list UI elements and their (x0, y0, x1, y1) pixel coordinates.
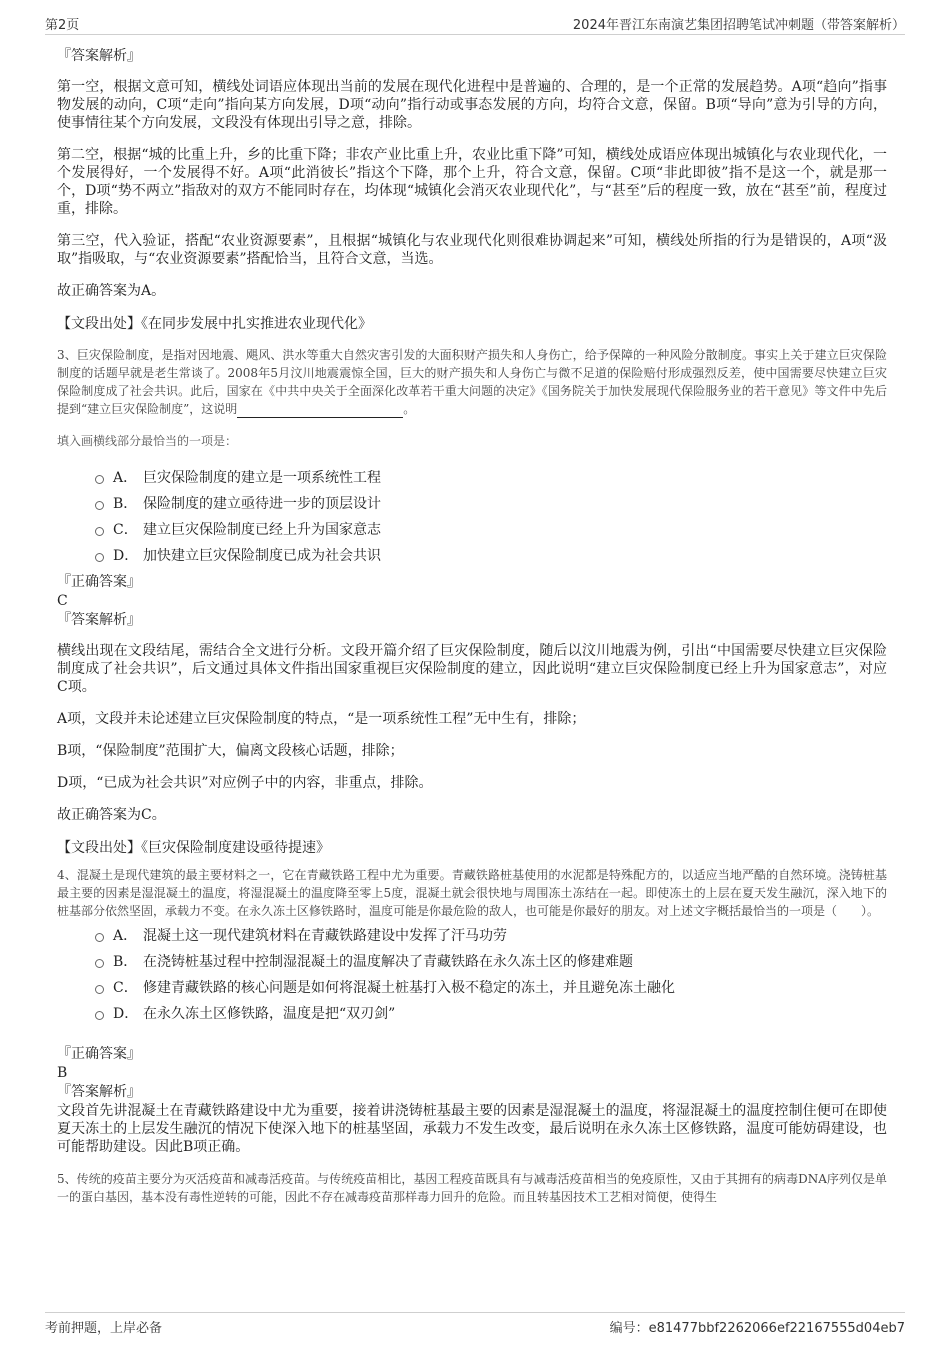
option-c[interactable]: C． 修建青藏铁路的核心问题是如何将混凝土桩基打入极不稳定的冻土，并且避免冻土融化 (95, 974, 887, 1000)
fill-blank (237, 405, 403, 418)
question-3 (57, 346, 887, 418)
analysis-paragraph: 横线出现在文段结尾，需结合全文进行分析。文段开篇介绍了巨灾保险制度，随后以汶川地震为例，引出“中国需要尽快建立巨灾保险制度成了社会共识”，后文通过具体文件指出国家重视巨灾保险制度的建立，因此说明“建立巨灾保险制度已经上升为国家意志”，对应C项。 (57, 643, 887, 695)
document-title: 2024年晋江东南演艺集团招聘笔试冲刺题（带答案解析） (572, 18, 905, 33)
analysis-label: 『答案解析』 (57, 48, 141, 64)
page-footer (45, 1312, 905, 1335)
analysis-paragraph: D项，“已成为社会共识”对应例子中的内容，非重点，排除。 (57, 775, 433, 791)
options-list (95, 464, 887, 568)
question-5: 5、传统的疫苗主要分为灭活疫苗和减毒活疫苗。与传统疫苗相比，基因工程疫苗既具有与减毒活疫苗相当的免疫原性，又由于其拥有的病毒DNA序列仅是单一的蛋白基因，基本没有毒性逆转的可能，因此不存在减毒疫苗那样毒力回升的危险。而且转基因技术工艺相对简便，使得生 (57, 1172, 887, 1204)
question-text: 3、巨灾保险制度，是指对因地震、飓风、洪水等重大自然灾害引发的大面积财产损失和人身伤亡，给予保障的一种风险分散制度。事实上关于建立巨灾保险制度的话题早就是老生常谈了。2008年5月汶川地震震惊全国，巨大的财产损失和人身伤亡与微不足道的保险赔付形成强烈反差，使中国需要尽快建立巨灾保险制度成了社会共识。此后，国家在《中共中央关于全面深化改革若干重大问题的决定》《国务院关于加快发展现代保险服务业的若干意见》等文件中先后提到“建立巨灾保险制度”，这说明 (57, 348, 887, 416)
radio-icon[interactable] (95, 475, 104, 484)
answer-conclusion: 故正确答案为C。 (57, 807, 166, 823)
analysis-paragraph: B项，“保险制度”范围扩大，偏离文段核心话题，排除； (57, 743, 404, 759)
option-c[interactable]: C． 建立巨灾保险制度已经上升为国家意志 (95, 516, 887, 542)
analysis-paragraph: 第一空，根据文意可知，横线处词语应体现出当前的发展在现代化进程中是普遍的、合理的，是一个正常的发展趋势。A项“趋向”指事物发展的动向，C项“走向”指向某方向发展，D项“动向”指行动或事态发展的方向，均符合文意，保留。B项“导向”意为引导的方向，使事情往某个方向发展，文段没有体现出引导之意，排除。 (57, 79, 887, 131)
page-number: 第2页 (45, 18, 80, 33)
option-b[interactable]: B． 在浇铸桩基过程中控制湿混凝土的温度解决了青藏铁路在永久冻土区的修建难题 (95, 948, 887, 974)
radio-icon[interactable] (95, 933, 104, 942)
answer-label: 『正确答案』 (57, 1046, 141, 1062)
radio-icon[interactable] (95, 501, 104, 510)
passage-source: 【文段出处】《在同步发展中扎实推进农业现代化》 (57, 316, 372, 332)
question-prompt: 填入画横线部分最恰当的一项是： (57, 434, 238, 448)
option-a[interactable]: A． 混凝土这一现代建筑材料在青藏铁路建设中发挥了汗马功劳 (95, 922, 887, 948)
option-d[interactable]: D． 加快建立巨灾保险制度已成为社会共识 (95, 542, 887, 568)
correct-answer: C (57, 593, 68, 609)
analysis-paragraph: 文段首先讲混凝土在青藏铁路建设中尤为重要，接着讲浇铸桩基最主要的因素是湿混凝土的温度，将湿混凝土的温度控制住便可在即使夏天冻土的上层发生融沉的情况下使深入地下的桩基坚固，承载力不发生改变，最后说明在永久冻土区修铁路，温度可能妨碍建设，也可能帮助建设。因此B项正确。 (57, 1103, 887, 1155)
footer-slogan: 考前押题，上岸必备 (45, 1321, 163, 1336)
radio-icon[interactable] (95, 959, 104, 968)
option-d[interactable]: D． 在永久冻土区修铁路，温度是把“双刃剑” (95, 1000, 887, 1026)
passage-source: 【文段出处】《巨灾保险制度建设亟待提速》 (57, 840, 330, 856)
radio-icon[interactable] (95, 527, 104, 536)
analysis-label: 『答案解析』 (57, 612, 141, 628)
radio-icon[interactable] (95, 985, 104, 994)
analysis-label: 『答案解析』 (57, 1084, 141, 1100)
document-id: 编号：e81477bbf2262066ef22167555d04eb7 (609, 1321, 905, 1336)
question-4: 4、混凝土是现代建筑的最主要材料之一，它在青藏铁路工程中尤为重要。青藏铁路桩基使用的水泥都是特殊配方的，以适应当地严酷的自然环境。浇铸桩基最主要的因素是湿混凝土的温度，将湿混凝土的温度降至零上5度，混凝土就会很快地与周围冻土冻结在一起。即使冻土的上层在夏天发生融沉，深入地下的桩基部分依然坚固，承载力不变。在永久冻土区修铁路时，温度可能是你最危险的敌人，也可能是你最好的朋友。对上述文字概括最恰当的一项是（ ）。 (57, 868, 887, 918)
answer-conclusion: 故正确答案为A。 (57, 283, 166, 299)
options-list (95, 922, 887, 1026)
correct-answer: B (57, 1065, 68, 1081)
radio-icon[interactable] (95, 553, 104, 562)
answer-label: 『正确答案』 (57, 574, 141, 590)
page-header (45, 14, 905, 35)
option-b[interactable]: B． 保险制度的建立亟待进一步的顶层设计 (95, 490, 887, 516)
analysis-paragraph: 第二空，根据“城的比重上升，乡的比重下降；非农产业比重上升，农业比重下降”可知，横线处成语应体现出城镇化与农业现代化，一个发展得好，一个发展得不好。A项“此消彼长”指这个下降，那个上升，符合文意，保留。C项“非此即彼”指不是这一个，就是那一个，D项“势不两立”指敌对的双方不能同时存在，均体现“城镇化会消灭农业现代化”，与“甚至”后的程度一致，放在“甚至”前，程度过重，排除。 (57, 147, 887, 217)
analysis-paragraph: 第三空，代入验证，搭配“农业资源要素”，且根据“城镇化与农业现代化则很难协调起来”可知，横线处所指的行为是错误的，A项“汲取”指吸取，与“农业资源要素”搭配恰当，且符合文意，当选。 (57, 233, 887, 267)
question-end: 。 (403, 402, 416, 416)
document-body (57, 46, 887, 1206)
option-a[interactable]: A． 巨灾保险制度的建立是一项系统性工程 (95, 464, 887, 490)
analysis-paragraph: A项，文段并未论述建立巨灾保险制度的特点，“是一项系统性工程”无中生有，排除； (57, 711, 586, 727)
radio-icon[interactable] (95, 1011, 104, 1020)
